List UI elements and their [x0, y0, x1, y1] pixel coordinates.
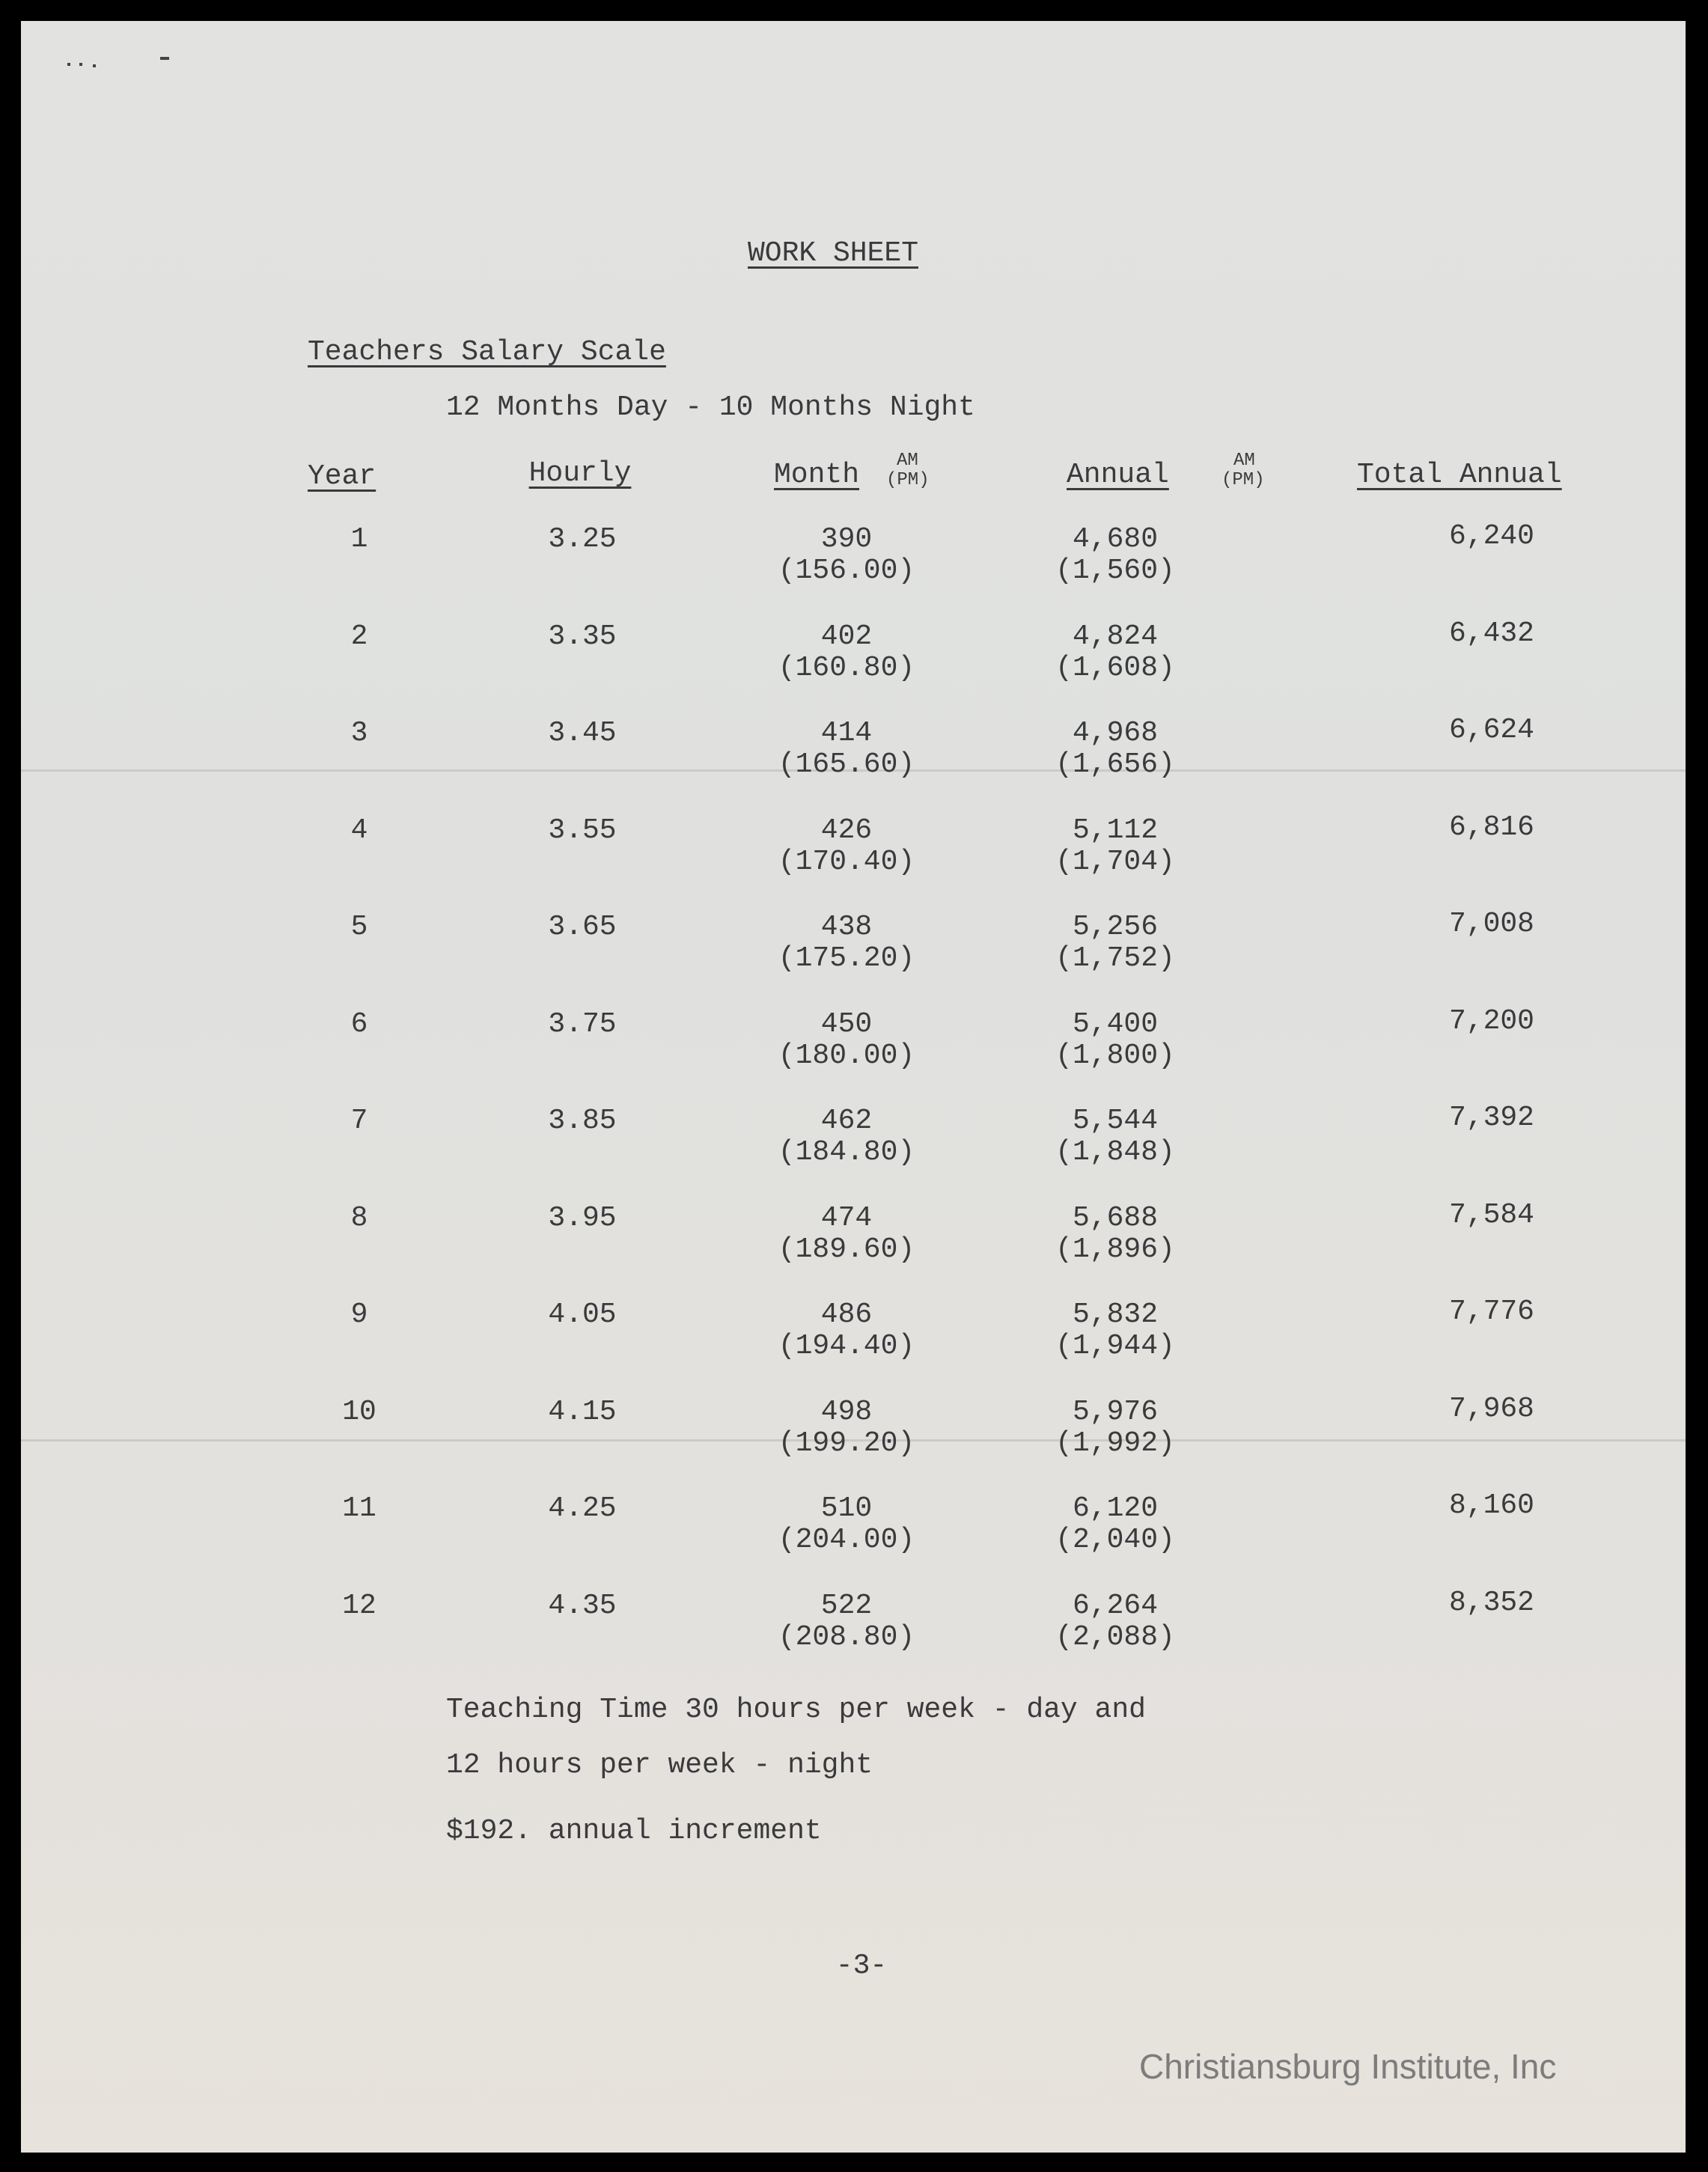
cell-annual-am: 4,680 [1072, 523, 1159, 555]
cell-year: 11 [342, 1492, 376, 1525]
cell-month-am: 414 [820, 717, 873, 749]
cell-hourly: 3.55 [548, 814, 617, 846]
cell-month-am: 438 [820, 911, 873, 943]
cell-hourly: 4.15 [548, 1396, 617, 1428]
column-header-month: Month [774, 459, 860, 491]
term-line: 12 Months Day - 10 Months Night [446, 391, 975, 424]
cell-month-am: 510 [820, 1492, 873, 1525]
cell-annual-pm: (1,608) [1055, 652, 1175, 684]
watermark-text: Christiansburg Institute, Inc [1139, 2047, 1557, 2086]
cell-total-annual: 8,160 [1448, 1489, 1534, 1522]
cell-month-pm: (180.00) [778, 1040, 915, 1072]
month-am-label: AM [897, 451, 918, 471]
cell-year: 7 [350, 1105, 368, 1137]
cell-year: 1 [350, 523, 368, 555]
cell-total-annual: 7,584 [1448, 1199, 1534, 1231]
cell-year: 10 [342, 1396, 376, 1428]
cell-total-annual: 6,240 [1448, 520, 1534, 552]
cell-month-am: 462 [820, 1105, 873, 1137]
cell-total-annual: 7,200 [1448, 1005, 1534, 1037]
cell-month-pm: (194.40) [778, 1330, 915, 1362]
column-header-year: Year [308, 460, 376, 492]
cell-annual-am: 5,688 [1072, 1202, 1159, 1234]
annual-am-label: AM [1233, 451, 1255, 471]
cell-year: 2 [350, 620, 368, 653]
cell-annual-pm: (1,704) [1055, 846, 1175, 878]
cell-month-am: 522 [820, 1590, 873, 1622]
cell-month-pm: (208.80) [778, 1621, 915, 1653]
month-pm-label: (PM) [886, 470, 930, 490]
cell-annual-am: 5,544 [1072, 1105, 1159, 1137]
paper-speck [79, 63, 82, 66]
cell-annual-am: 6,120 [1072, 1492, 1159, 1525]
cell-total-annual: 6,432 [1448, 617, 1534, 650]
cell-total-annual: 6,816 [1448, 811, 1534, 844]
note-night-hours: 12 hours per week - night [446, 1749, 873, 1781]
cell-annual-am: 5,256 [1072, 911, 1159, 943]
cell-month-pm: (160.80) [778, 652, 915, 684]
cell-month-pm: (156.00) [778, 555, 915, 587]
salary-scale-heading: Teachers Salary Scale [308, 336, 666, 368]
cell-annual-pm: (1,800) [1055, 1040, 1175, 1072]
cell-hourly: 3.75 [548, 1008, 617, 1040]
cell-total-annual: 7,392 [1448, 1102, 1534, 1134]
cell-year: 9 [350, 1299, 368, 1331]
cell-annual-pm: (1,944) [1055, 1330, 1175, 1362]
cell-month-am: 450 [820, 1008, 873, 1040]
cell-total-annual: 7,968 [1448, 1393, 1534, 1425]
cell-hourly: 3.85 [548, 1105, 617, 1137]
cell-month-am: 390 [820, 523, 873, 555]
cell-month-am: 402 [820, 620, 873, 653]
cell-month-pm: (204.00) [778, 1524, 915, 1556]
cell-annual-am: 4,968 [1072, 717, 1159, 749]
note-teaching-time: Teaching Time 30 hours per week - day and [446, 1694, 1146, 1726]
cell-year: 8 [350, 1202, 368, 1234]
cell-month-am: 486 [820, 1299, 873, 1331]
cell-annual-am: 5,976 [1072, 1396, 1159, 1428]
cell-hourly: 3.45 [548, 717, 617, 749]
cell-hourly: 4.25 [548, 1492, 617, 1525]
paper-speck [67, 63, 70, 66]
cell-annual-pm: (2,040) [1055, 1524, 1175, 1556]
cell-annual-pm: (1,896) [1055, 1233, 1175, 1266]
cell-annual-pm: (1,656) [1055, 748, 1175, 781]
column-header-total-annual: Total Annual [1357, 459, 1562, 491]
cell-year: 6 [350, 1008, 368, 1040]
cell-hourly: 4.35 [548, 1590, 617, 1622]
cell-year: 4 [350, 814, 368, 846]
column-header-annual: Annual [1067, 459, 1169, 491]
cell-total-annual: 7,776 [1448, 1296, 1534, 1328]
paper-speck [93, 64, 96, 67]
cell-annual-am: 6,264 [1072, 1590, 1159, 1622]
cell-annual-am: 5,400 [1072, 1008, 1159, 1040]
cell-year: 12 [342, 1590, 376, 1622]
cell-annual-am: 5,112 [1072, 814, 1159, 846]
cell-total-annual: 8,352 [1448, 1587, 1534, 1619]
cell-year: 3 [350, 717, 368, 749]
column-header-hourly: Hourly [528, 457, 632, 489]
cell-month-pm: (199.20) [778, 1427, 915, 1459]
note-annual-increment: $192. annual increment [446, 1815, 822, 1847]
cell-hourly: 3.35 [548, 620, 617, 653]
annual-pm-label: (PM) [1221, 470, 1265, 490]
cell-month-am: 474 [820, 1202, 873, 1234]
cell-annual-pm: (1,752) [1055, 942, 1175, 974]
cell-total-annual: 7,008 [1448, 908, 1534, 940]
cell-month-pm: (165.60) [778, 748, 915, 781]
cell-annual-am: 5,832 [1072, 1299, 1159, 1331]
paper-speck [160, 57, 169, 60]
cell-annual-pm: (2,088) [1055, 1621, 1175, 1653]
cell-month-pm: (175.20) [778, 942, 915, 974]
cell-month-am: 498 [820, 1396, 873, 1428]
cell-month-am: 426 [820, 814, 873, 846]
page-number: -3- [835, 1950, 888, 1982]
cell-month-pm: (184.80) [778, 1136, 915, 1168]
cell-annual-pm: (1,848) [1055, 1136, 1175, 1168]
cell-annual-am: 4,824 [1072, 620, 1159, 653]
document-page [21, 21, 1686, 2153]
cell-hourly: 3.95 [548, 1202, 617, 1234]
cell-hourly: 3.25 [548, 523, 617, 555]
cell-annual-pm: (1,560) [1055, 555, 1175, 587]
cell-month-pm: (170.40) [778, 846, 915, 878]
document-title: WORK SHEET [747, 237, 919, 269]
cell-year: 5 [350, 911, 368, 943]
cell-hourly: 3.65 [548, 911, 617, 943]
cell-annual-pm: (1,992) [1055, 1427, 1175, 1459]
cell-month-pm: (189.60) [778, 1233, 915, 1266]
cell-hourly: 4.05 [548, 1299, 617, 1331]
cell-total-annual: 6,624 [1448, 714, 1534, 746]
